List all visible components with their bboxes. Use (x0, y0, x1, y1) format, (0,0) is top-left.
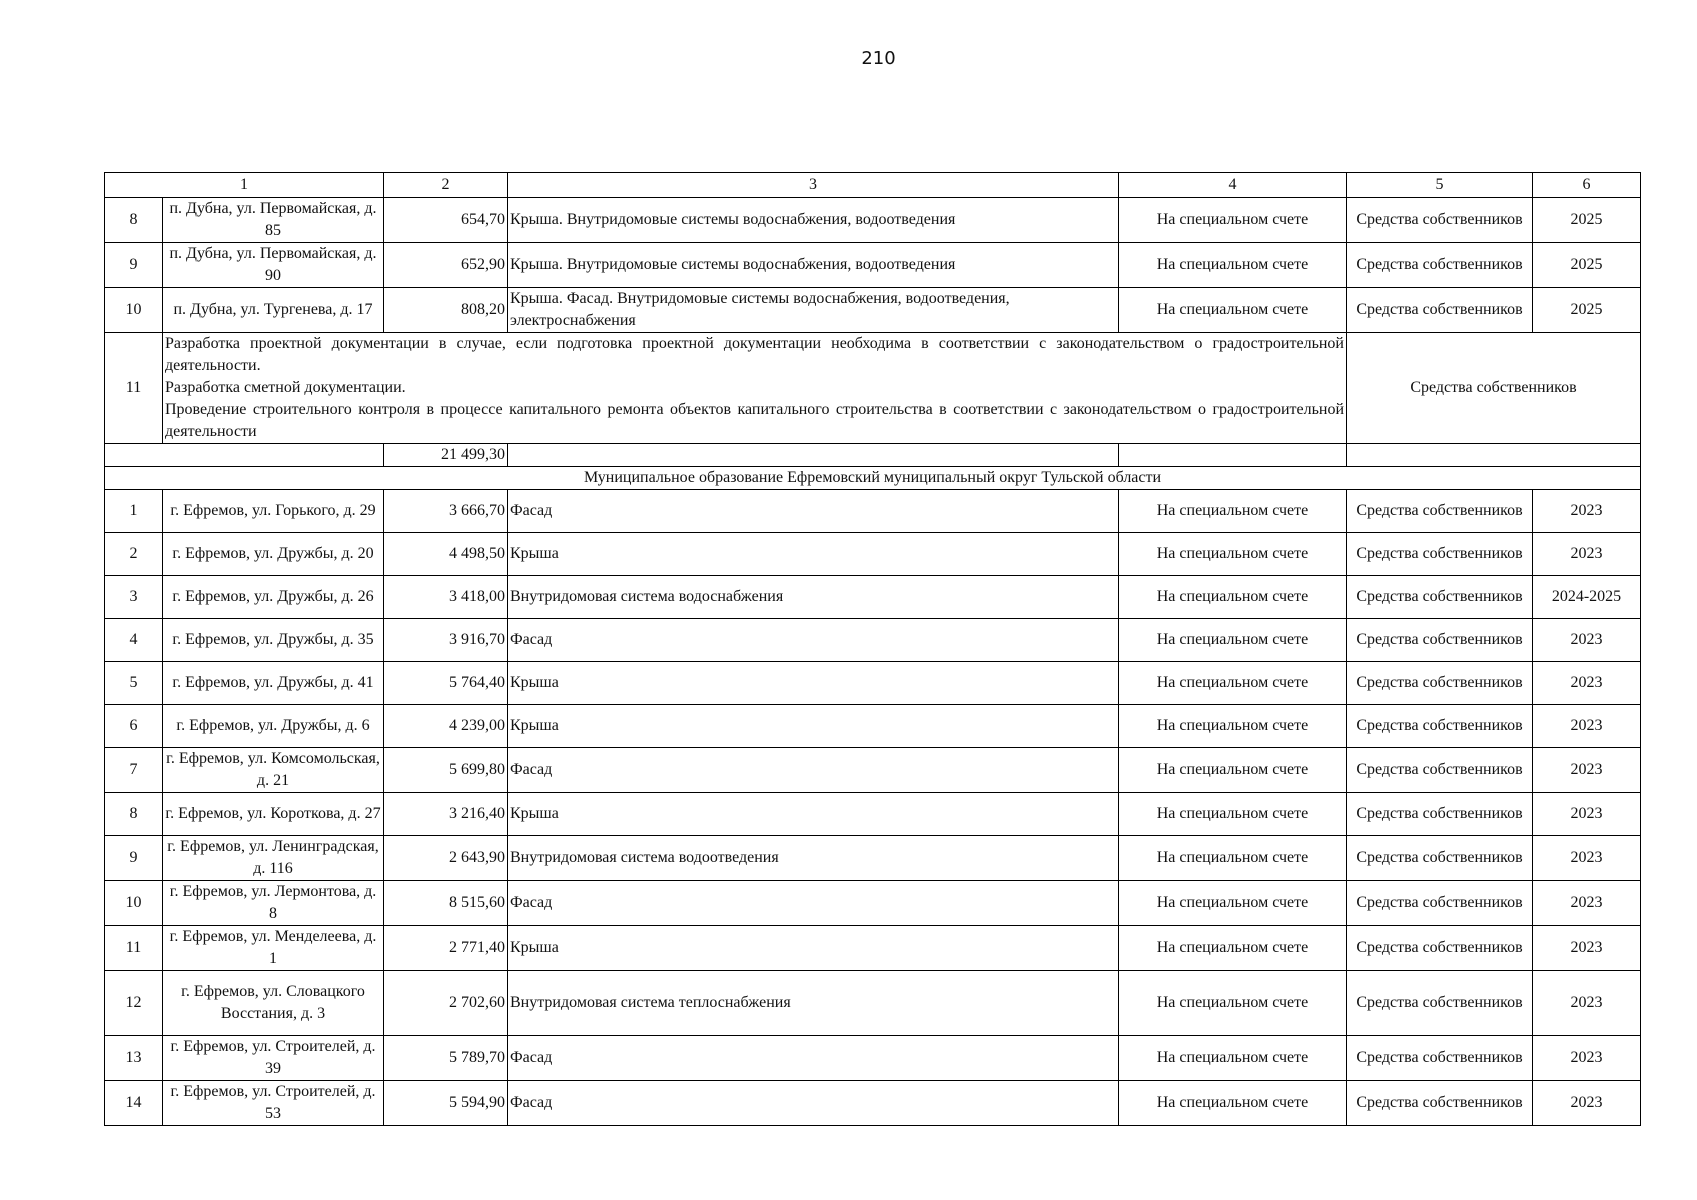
address-cell: г. Ефремов, ул. Строителей, д. 53 (163, 1081, 384, 1126)
fund-method-cell: На специальном счете (1119, 490, 1347, 533)
total-empty-cell (1347, 444, 1641, 467)
fund-method-cell: На специальном счете (1119, 881, 1347, 926)
funding-source-cell: Средства собственников (1347, 243, 1533, 288)
funding-source-cell: Средства собственников (1347, 288, 1533, 333)
row-number: 10 (105, 881, 163, 926)
table-row (105, 881, 1641, 926)
year-cell: 2023 (1533, 748, 1641, 793)
year-cell: 2023 (1533, 533, 1641, 576)
works-cell: Крыша. Фасад. Внутридомовые системы водоснабжения, водоотведения, электроснабжения (508, 288, 1119, 333)
fund-method-cell: На специальном счете (1119, 971, 1347, 1036)
row-number: 8 (105, 198, 163, 243)
fund-method-cell: На специальном счете (1119, 836, 1347, 881)
total-area-cell: 21 499,30 (384, 444, 508, 467)
fund-method-cell: На специальном счете (1119, 926, 1347, 971)
year-cell: 2023 (1533, 1036, 1641, 1081)
total-empty-cell (105, 444, 384, 467)
fund-method-cell: На специальном счете (1119, 619, 1347, 662)
page-number: 210 (861, 48, 896, 69)
services-description-line: Проведение строительного контроля в процессе капитального ремонта объектов капитального строительства в соответствии с законодательством о градостроительной деятельности (165, 401, 1344, 440)
area-cell: 5 789,70 (384, 1036, 508, 1081)
works-cell: Крыша (508, 793, 1119, 836)
services-description-line: Разработка проектной документации в случае, если подготовка проектной документации необходима в соответствии с законодательством о градостроительной деятельности. (165, 335, 1344, 374)
year-cell: 2023 (1533, 619, 1641, 662)
area-cell: 3 418,00 (384, 576, 508, 619)
region-title: Муниципальное образование Ефремовский муниципальный округ Тульской области (105, 467, 1641, 490)
table-row (105, 971, 1641, 1036)
table-row (105, 926, 1641, 971)
year-cell: 2023 (1533, 705, 1641, 748)
row-number: 9 (105, 836, 163, 881)
year-cell: 2023 (1533, 926, 1641, 971)
funding-source-cell: Средства собственников (1347, 198, 1533, 243)
address-cell: г. Ефремов, ул. Словацкого Восстания, д. 3 (163, 971, 384, 1036)
year-cell: 2025 (1533, 198, 1641, 243)
works-cell: Фасад (508, 881, 1119, 926)
address-cell: г. Ефремов, ул. Менделеева, д. 1 (163, 926, 384, 971)
row-number: 11 (105, 333, 163, 444)
row-number: 12 (105, 971, 163, 1036)
address-cell: п. Дубна, ул. Первомайская, д. 90 (163, 243, 384, 288)
fund-method-cell: На специальном счете (1119, 1036, 1347, 1081)
area-cell: 5 699,80 (384, 748, 508, 793)
funding-source-cell: Средства собственников (1347, 793, 1533, 836)
fund-method-cell: На специальном счете (1119, 288, 1347, 333)
area-cell: 652,90 (384, 243, 508, 288)
address-cell: г. Ефремов, ул. Горького, д. 29 (163, 490, 384, 533)
works-cell: Крыша (508, 926, 1119, 971)
fund-method-cell: На специальном счете (1119, 243, 1347, 288)
address-cell: г. Ефремов, ул. Ленинградская, д. 116 (163, 836, 384, 881)
table-row (105, 836, 1641, 881)
fund-method-cell: На специальном счете (1119, 576, 1347, 619)
area-cell: 654,70 (384, 198, 508, 243)
address-cell: г. Ефремов, ул. Комсомольская, д. 21 (163, 748, 384, 793)
fund-method-cell: На специальном счете (1119, 1081, 1347, 1126)
address-cell: п. Дубна, ул. Тургенева, д. 17 (163, 288, 384, 333)
works-cell: Крыша (508, 533, 1119, 576)
address-cell: г. Ефремов, ул. Дружбы, д. 35 (163, 619, 384, 662)
address-cell: г. Ефремов, ул. Дружбы, д. 20 (163, 533, 384, 576)
region-header-row (105, 467, 1641, 490)
fund-method-cell: На специальном счете (1119, 533, 1347, 576)
year-cell: 2023 (1533, 1081, 1641, 1126)
funding-source-cell: Средства собственников (1347, 619, 1533, 662)
funding-source-cell: Средства собственников (1347, 971, 1533, 1036)
funding-source-cell: Средства собственников (1347, 1081, 1533, 1126)
address-cell: г. Ефремов, ул. Короткова, д. 27 (163, 793, 384, 836)
year-cell: 2023 (1533, 971, 1641, 1036)
area-cell: 808,20 (384, 288, 508, 333)
row-number: 11 (105, 926, 163, 971)
works-cell: Крыша. Внутридомовые системы водоснабжения, водоотведения (508, 198, 1119, 243)
year-cell: 2025 (1533, 243, 1641, 288)
repair-program-table (104, 172, 1641, 1126)
column-header-3: 3 (508, 173, 1119, 198)
row-number: 14 (105, 1081, 163, 1126)
address-cell: г. Ефремов, ул. Дружбы, д. 6 (163, 705, 384, 748)
total-row (105, 444, 1641, 467)
row-number: 6 (105, 705, 163, 748)
row-number: 5 (105, 662, 163, 705)
funding-source-cell: Средства собственников (1347, 490, 1533, 533)
funding-source-cell: Средства собственников (1347, 1036, 1533, 1081)
row-number: 2 (105, 533, 163, 576)
row-number: 7 (105, 748, 163, 793)
area-cell: 8 515,60 (384, 881, 508, 926)
address-cell: г. Ефремов, ул. Строителей, д. 39 (163, 1036, 384, 1081)
year-cell: 2023 (1533, 793, 1641, 836)
table-row (105, 619, 1641, 662)
table-row (105, 198, 1641, 243)
table-row (105, 793, 1641, 836)
funding-source-cell: Средства собственников (1347, 926, 1533, 971)
funding-source-cell: Средства собственников (1347, 662, 1533, 705)
funding-source-cell: Средства собственников (1347, 881, 1533, 926)
row-number: 8 (105, 793, 163, 836)
works-cell: Крыша. Внутридомовые системы водоснабжения, водоотведения (508, 243, 1119, 288)
works-cell: Крыша (508, 662, 1119, 705)
total-empty-cell (508, 444, 1119, 467)
row-number: 4 (105, 619, 163, 662)
column-header-4: 4 (1119, 173, 1347, 198)
address-cell: п. Дубна, ул. Первомайская, д. 85 (163, 198, 384, 243)
fund-method-cell: На специальном счете (1119, 748, 1347, 793)
area-cell: 4 498,50 (384, 533, 508, 576)
funding-source-cell: Средства собственников (1347, 836, 1533, 881)
table-row (105, 705, 1641, 748)
funding-source-cell: Средства собственников (1347, 576, 1533, 619)
row-number: 1 (105, 490, 163, 533)
works-cell: Фасад (508, 490, 1119, 533)
table-row (105, 243, 1641, 288)
table-row (105, 533, 1641, 576)
area-cell: 3 916,70 (384, 619, 508, 662)
area-cell: 5 764,40 (384, 662, 508, 705)
area-cell: 2 702,60 (384, 971, 508, 1036)
address-cell: г. Ефремов, ул. Лермонтова, д. 8 (163, 881, 384, 926)
row-number: 10 (105, 288, 163, 333)
funding-source-cell: Средства собственников (1347, 333, 1641, 444)
year-cell: 2023 (1533, 836, 1641, 881)
address-cell: г. Ефремов, ул. Дружбы, д. 41 (163, 662, 384, 705)
works-cell: Фасад (508, 619, 1119, 662)
table-row (105, 748, 1641, 793)
row-number: 13 (105, 1036, 163, 1081)
works-cell: Фасад (508, 1036, 1119, 1081)
fund-method-cell: На специальном счете (1119, 705, 1347, 748)
funding-source-cell: Средства собственников (1347, 533, 1533, 576)
table-row (105, 1081, 1641, 1126)
services-description-line: Разработка сметной документации. (165, 379, 406, 396)
works-cell: Внутридомовая система водоснабжения (508, 576, 1119, 619)
works-cell: Фасад (508, 748, 1119, 793)
area-cell: 2 771,40 (384, 926, 508, 971)
area-cell: 5 594,90 (384, 1081, 508, 1126)
row-number: 9 (105, 243, 163, 288)
fund-method-cell: На специальном счете (1119, 198, 1347, 243)
table-row (105, 490, 1641, 533)
table-row (105, 1036, 1641, 1081)
table-row (105, 662, 1641, 705)
table-row-services (105, 333, 1641, 444)
year-cell: 2023 (1533, 490, 1641, 533)
year-cell: 2024-2025 (1533, 576, 1641, 619)
total-empty-cell (1119, 444, 1347, 467)
year-cell: 2023 (1533, 662, 1641, 705)
works-cell: Крыша (508, 705, 1119, 748)
table-body (105, 173, 1641, 1126)
address-cell: г. Ефремов, ул. Дружбы, д. 26 (163, 576, 384, 619)
area-cell: 3 216,40 (384, 793, 508, 836)
column-header-6: 6 (1533, 173, 1641, 198)
area-cell: 3 666,70 (384, 490, 508, 533)
table-row (105, 576, 1641, 619)
works-cell: Внутридомовая система теплоснабжения (508, 971, 1119, 1036)
year-cell: 2025 (1533, 288, 1641, 333)
works-cell: Внутридомовая система водоотведения (508, 836, 1119, 881)
column-header-5: 5 (1347, 173, 1533, 198)
column-header-row (105, 173, 1641, 198)
column-header-2: 2 (384, 173, 508, 198)
year-cell: 2023 (1533, 881, 1641, 926)
row-number: 3 (105, 576, 163, 619)
funding-source-cell: Средства собственников (1347, 748, 1533, 793)
works-cell: Фасад (508, 1081, 1119, 1126)
funding-source-cell: Средства собственников (1347, 705, 1533, 748)
fund-method-cell: На специальном счете (1119, 662, 1347, 705)
column-header-1: 1 (105, 173, 384, 198)
services-description-cell (163, 333, 1347, 444)
area-cell: 2 643,90 (384, 836, 508, 881)
table-row (105, 288, 1641, 333)
fund-method-cell: На специальном счете (1119, 793, 1347, 836)
area-cell: 4 239,00 (384, 705, 508, 748)
